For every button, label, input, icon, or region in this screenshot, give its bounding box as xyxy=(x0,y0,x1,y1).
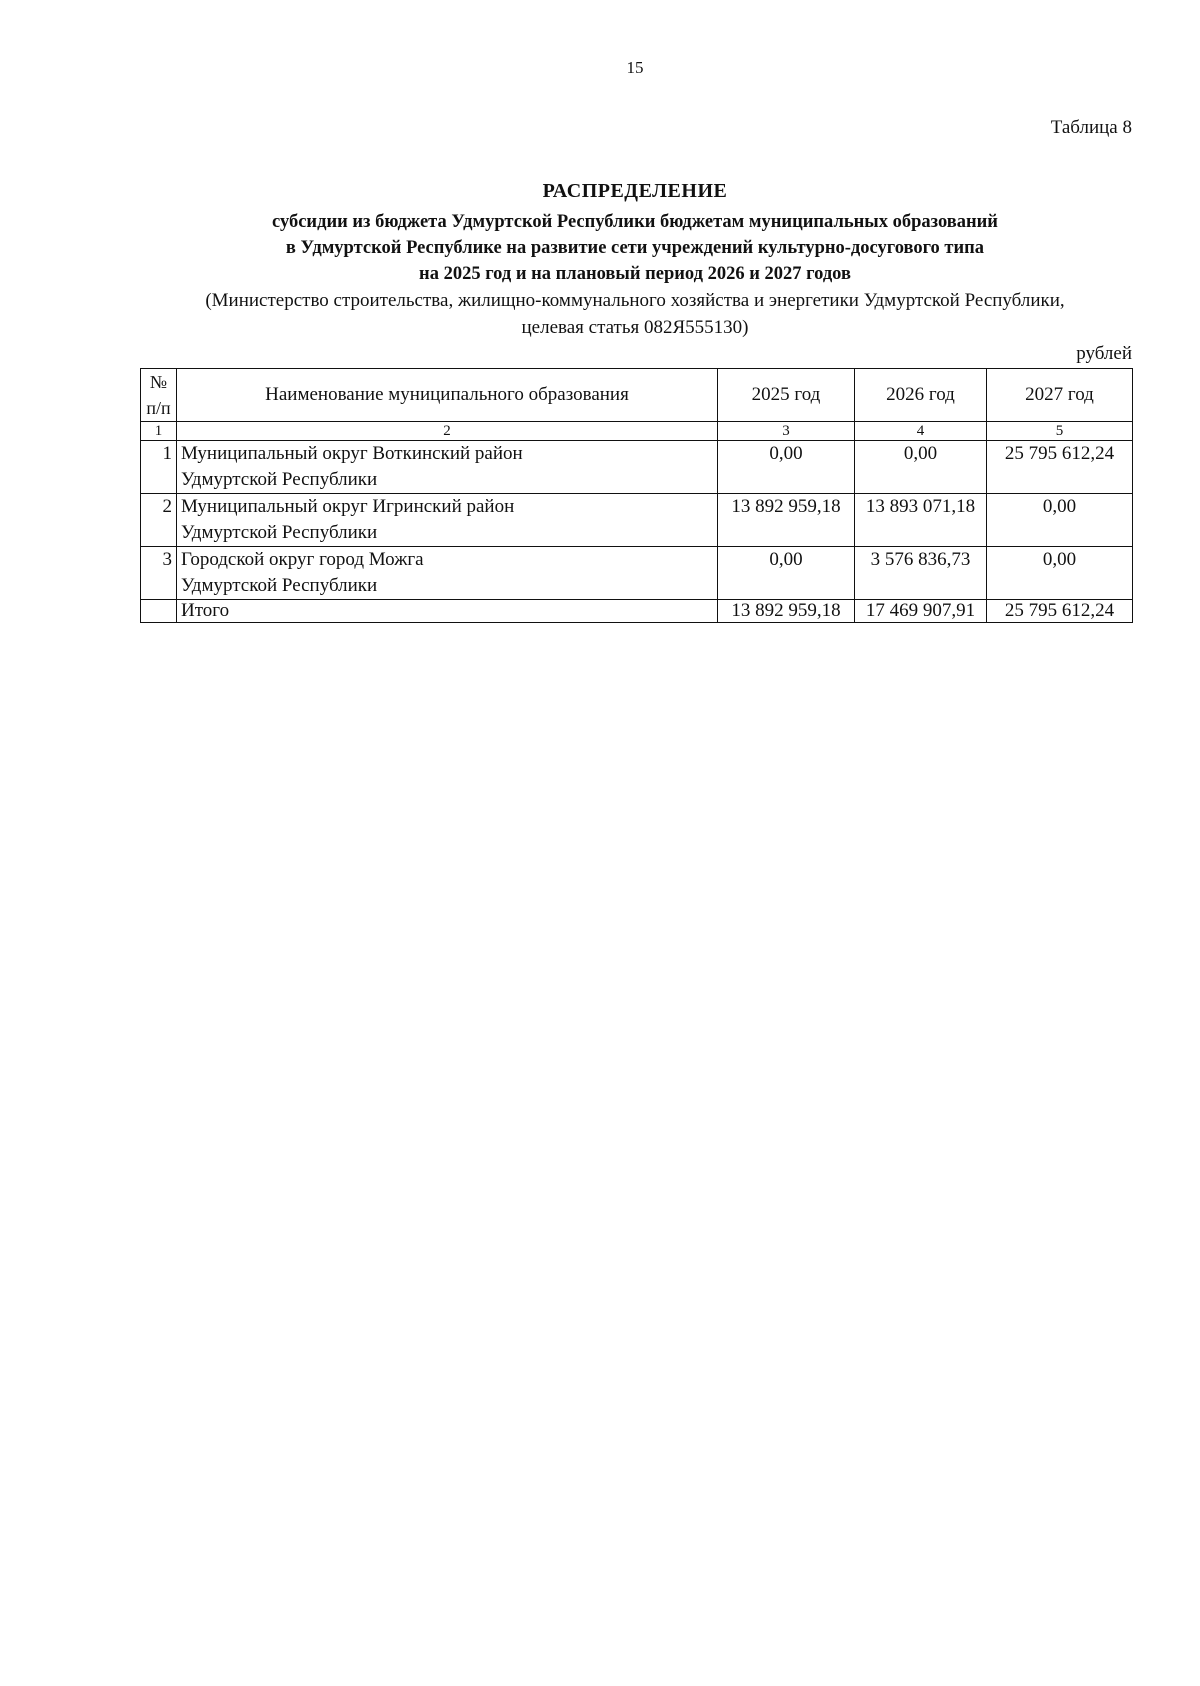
municipality-name-line: Городской округ город Можга xyxy=(181,549,424,570)
column-index: 1 xyxy=(141,422,177,441)
row-number: 2 xyxy=(141,494,177,547)
heading-target-article: целевая статья 082Я555130) xyxy=(521,317,749,338)
heading-line-1: субсидии из бюджета Удмуртской Республики бюджетам муниципальных образований xyxy=(272,212,998,232)
value-2027: 0,00 xyxy=(987,547,1133,600)
column-index-row xyxy=(141,422,1133,441)
row-number: 1 xyxy=(141,441,177,494)
total-2026: 17 469 907,91 xyxy=(855,600,987,623)
municipality-name xyxy=(177,547,718,600)
municipality-name xyxy=(177,494,718,547)
header-2025: 2025 год xyxy=(718,369,855,422)
heading-title: РАСПРЕДЕЛЕНИЕ xyxy=(542,180,728,202)
row-number: 3 xyxy=(141,547,177,600)
value-2025: 0,00 xyxy=(718,547,855,600)
table-row xyxy=(141,547,1133,600)
value-2026: 13 893 071,18 xyxy=(855,494,987,547)
heading-line-3: на 2025 год и на плановый период 2026 и 2027 годов xyxy=(419,264,851,284)
header-number-abbr: п/п xyxy=(146,398,171,418)
header-2026: 2026 год xyxy=(855,369,987,422)
total-label: Итого xyxy=(177,600,718,623)
column-index: 2 xyxy=(177,422,718,441)
header-2027: 2027 год xyxy=(987,369,1133,422)
page-number: 15 xyxy=(626,58,644,77)
municipality-name-line: Удмуртской Республики xyxy=(181,522,378,543)
header-name: Наименование муниципального образования xyxy=(177,369,718,422)
column-index: 5 xyxy=(987,422,1133,441)
column-index: 4 xyxy=(855,422,987,441)
municipality-name-line: Удмуртской Республики xyxy=(181,469,378,490)
value-2026: 0,00 xyxy=(855,441,987,494)
document-heading xyxy=(140,180,1130,341)
municipality-name-line: Муниципальный округ Игринский район xyxy=(181,496,515,517)
municipality-name-line: Удмуртской Республики xyxy=(181,575,378,596)
value-2027: 25 795 612,24 xyxy=(987,441,1133,494)
header-number xyxy=(141,369,177,422)
value-2025: 13 892 959,18 xyxy=(718,494,855,547)
total-row xyxy=(141,600,1133,623)
heading-ministry: (Министерство строительства, жилищно-коммунального хозяйства и энергетики Удмуртской Республики, xyxy=(205,290,1065,311)
table-header-row xyxy=(141,369,1133,422)
municipality-name-line: Муниципальный округ Воткинский район xyxy=(181,443,523,464)
value-2027: 0,00 xyxy=(987,494,1133,547)
value-2025: 0,00 xyxy=(718,441,855,494)
heading-line-2: в Удмуртской Республике на развитие сети учреждений культурно-досугового типа xyxy=(285,238,985,258)
header-number-symbol: № xyxy=(149,372,168,392)
total-row-number xyxy=(141,600,177,623)
value-2026: 3 576 836,73 xyxy=(855,547,987,600)
total-2027: 25 795 612,24 xyxy=(987,600,1133,623)
table-label: Таблица 8 xyxy=(1050,117,1132,138)
table-row xyxy=(141,494,1133,547)
table-row xyxy=(141,441,1133,494)
total-2025: 13 892 959,18 xyxy=(718,600,855,623)
municipality-name xyxy=(177,441,718,494)
subsidy-distribution-table xyxy=(140,368,1133,623)
column-index: 3 xyxy=(718,422,855,441)
units-label: рублей xyxy=(1076,343,1132,364)
